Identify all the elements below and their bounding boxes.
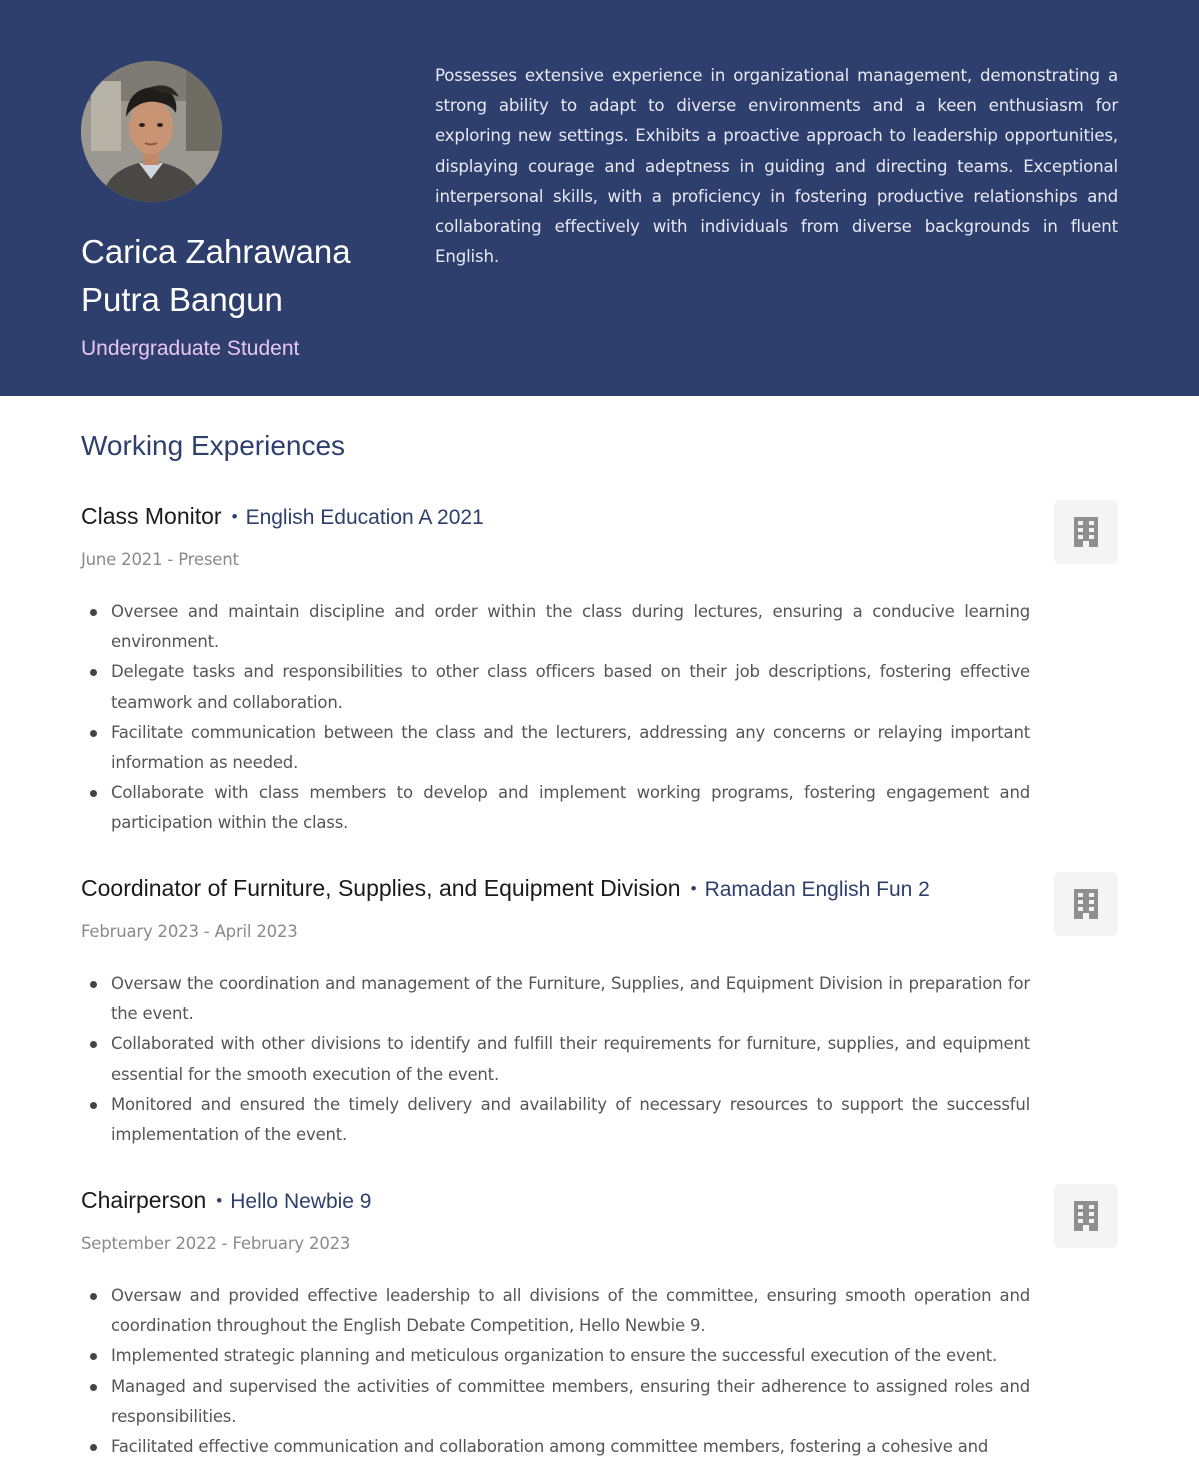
profile-name: Carica Zahrawana Putra Bangun	[81, 233, 351, 318]
profile-header	[0, 0, 1199, 396]
separator-dot: •	[690, 879, 697, 898]
job-title: Coordinator of Furniture, Supplies, and Equipment Division	[81, 875, 681, 901]
list-item: Delegate tasks and responsibilities to other class officers based on their job descriptions, fostering effective teamwork and collaboration.	[111, 657, 1030, 717]
building-icon	[1073, 517, 1099, 547]
list-item: Implemented strategic planning and meticulous organization to ensure the successful execution of the event.	[111, 1341, 1030, 1371]
list-item: Oversee and maintain discipline and order within the class during lectures, ensuring a conducive learning environment.	[111, 597, 1030, 657]
job-date: February 2023 - April 2023	[81, 922, 298, 941]
profile-photo	[81, 61, 222, 202]
experience-heading	[81, 1184, 1118, 1218]
organization-logo	[1054, 500, 1118, 564]
experience-heading	[81, 500, 1118, 534]
profile-role: Undergraduate Student	[81, 337, 300, 360]
job-date: September 2022 - February 2023	[81, 1234, 351, 1253]
job-date: June 2021 - Present	[81, 550, 239, 569]
job-title: Class Monitor	[81, 503, 222, 529]
section-title-working-experiences: Working Experiences	[81, 430, 346, 461]
experience-item	[81, 872, 1118, 1150]
organization-logo	[1054, 1184, 1118, 1248]
job-responsibilities	[81, 1281, 1030, 1462]
job-organization: Hello Newbie 9	[230, 1190, 372, 1213]
job-responsibilities	[81, 969, 1030, 1150]
list-item: Managed and supervised the activities of committee members, ensuring their adherence to assigned roles and responsibilities.	[111, 1372, 1030, 1432]
list-item: Facilitate communication between the class and the lecturers, addressing any concerns or relaying important information as needed.	[111, 718, 1030, 778]
building-icon	[1073, 889, 1099, 919]
job-title: Chairperson	[81, 1187, 207, 1213]
list-item: Facilitated effective communication and collaboration among committee members, fostering a cohesive and	[111, 1432, 1030, 1462]
separator-dot: •	[231, 507, 238, 526]
job-organization: English Education A 2021	[245, 506, 484, 529]
job-organization: Ramadan English Fun 2	[704, 878, 930, 901]
job-responsibilities	[81, 597, 1030, 839]
experience-item	[81, 1184, 1118, 1462]
list-item: Monitored and ensured the timely delivery and availability of necessary resources to support the successful implementation of the event.	[111, 1090, 1030, 1150]
organization-logo	[1054, 872, 1118, 936]
experience-heading	[81, 872, 1118, 906]
list-item: Oversaw and provided effective leadership to all divisions of the committee, ensuring smooth operation and coordination throughout the English Debate Competition, Hello Newbie 9.	[111, 1281, 1030, 1341]
experience-item	[81, 500, 1118, 839]
list-item: Collaborate with class members to develop and implement working programs, fostering engagement and participation within the class.	[111, 778, 1030, 838]
profile-summary: Possesses extensive experience in organizational management, demonstrating a strong ability to adapt to diverse environments and a keen enthusiasm for exploring new settings. Exhibits a proactive approach to leadership opportunities, displaying courage and adeptness in guiding and directing teams. Exceptional interpersonal skills, with a proficiency in fostering productive relationships and collaborating effectively with individuals from diverse backgrounds in fluent English.	[435, 66, 1118, 267]
list-item: Collaborated with other divisions to identify and fulfill their requirements for furniture, supplies, and equipment essential for the smooth execution of the event.	[111, 1029, 1030, 1089]
building-icon	[1073, 1201, 1099, 1231]
avatar	[81, 61, 222, 202]
list-item: Oversaw the coordination and management of the Furniture, Supplies, and Equipment Division in preparation for the event.	[111, 969, 1030, 1029]
separator-dot: •	[216, 1191, 223, 1210]
